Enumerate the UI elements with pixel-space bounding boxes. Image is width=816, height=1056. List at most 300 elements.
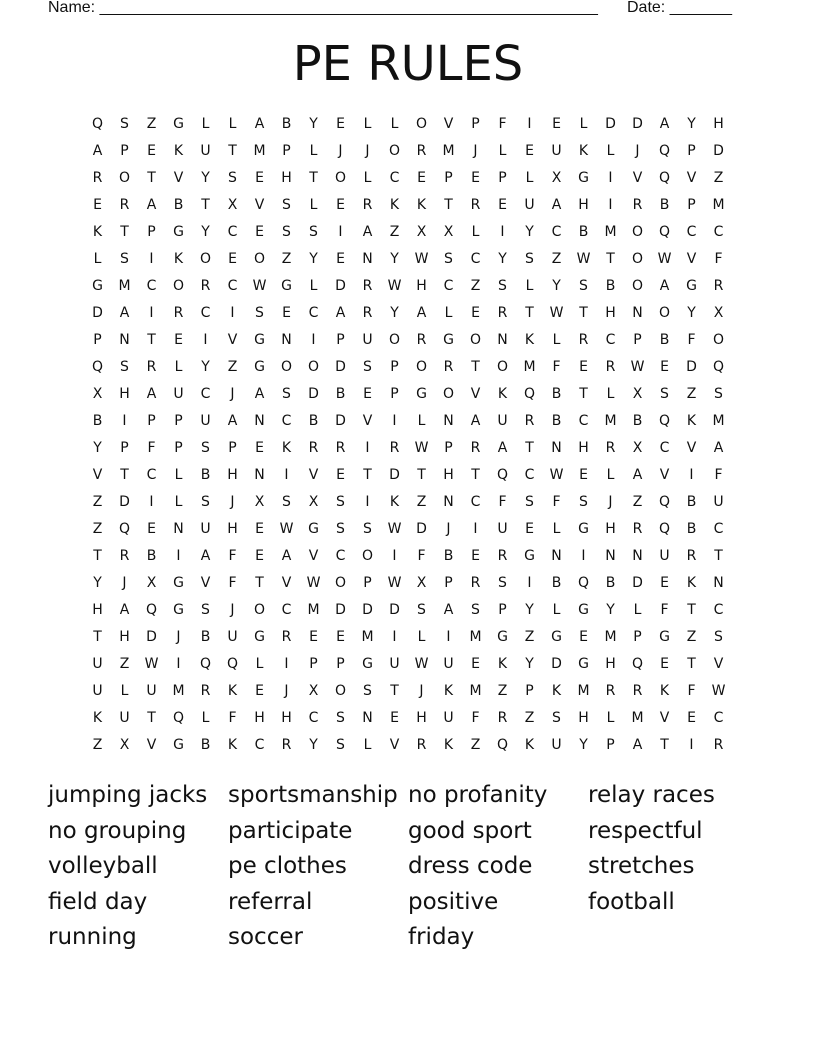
grid-letter[interactable]: M [577,683,590,699]
grid-letter[interactable]: V [443,116,454,132]
grid-letter[interactable]: G [173,737,184,753]
grid-letter[interactable]: P [444,440,453,456]
grid-letter[interactable]: E [228,251,237,267]
grid-letter[interactable]: U [497,521,508,537]
grid-letter[interactable]: O [388,332,401,348]
grid-letter[interactable]: P [174,413,183,429]
grid-letter[interactable]: L [255,656,264,672]
grid-letter[interactable]: U [524,197,535,213]
grid-letter[interactable]: B [605,278,616,294]
grid-letter[interactable]: S [471,602,480,618]
grid-letter[interactable]: D [713,143,724,159]
grid-letter[interactable]: I [392,413,397,429]
grid-letter[interactable]: I [365,494,370,510]
grid-letter[interactable]: I [689,737,694,753]
grid-letter[interactable]: S [498,278,507,294]
grid-letter[interactable]: E [579,629,588,645]
grid-letter[interactable]: H [254,710,265,726]
grid-letter[interactable]: L [309,197,318,213]
grid-letter[interactable]: T [525,440,534,456]
grid-letter[interactable]: Q [712,359,725,375]
grid-letter[interactable]: C [659,440,670,456]
grid-letter[interactable]: C [308,305,319,321]
grid-letter[interactable]: H [605,656,616,672]
grid-letter[interactable]: A [119,602,130,618]
grid-letter[interactable]: Y [309,251,318,267]
grid-letter[interactable]: Q [199,656,212,672]
grid-letter[interactable]: Y [390,251,399,267]
grid-letter[interactable]: R [389,440,400,456]
grid-letter[interactable]: U [92,656,103,672]
grid-letter[interactable]: N [362,710,373,726]
grid-letter[interactable]: O [631,278,644,294]
grid-letter[interactable]: Z [524,710,535,726]
grid-letter[interactable]: G [281,278,292,294]
grid-letter[interactable]: Y [201,170,210,186]
grid-letter[interactable]: U [389,656,400,672]
grid-letter[interactable]: W [387,521,402,537]
grid-letter[interactable]: E [336,251,345,267]
grid-letter[interactable]: T [120,224,129,240]
grid-letter[interactable]: E [417,170,426,186]
grid-letter[interactable]: Q [631,656,644,672]
grid-letter[interactable]: T [417,467,426,483]
grid-letter[interactable]: N [443,413,454,429]
grid-letter[interactable]: A [362,224,373,240]
grid-letter[interactable]: S [120,116,129,132]
grid-letter[interactable]: C [713,710,724,726]
grid-letter[interactable]: R [281,737,292,753]
grid-letter[interactable]: W [414,440,429,456]
grid-letter[interactable]: E [336,197,345,213]
grid-letter[interactable]: B [335,386,346,402]
grid-letter[interactable]: N [281,332,292,348]
grid-letter[interactable]: H [443,467,454,483]
grid-letter[interactable]: W [306,575,321,591]
grid-letter[interactable]: D [632,575,643,591]
grid-letter[interactable]: R [497,548,508,564]
grid-letter[interactable]: U [497,413,508,429]
grid-letter[interactable]: S [282,494,291,510]
grid-letter[interactable]: I [527,575,532,591]
grid-letter[interactable]: G [686,278,697,294]
grid-letter[interactable]: Q [118,521,131,537]
grid-letter[interactable]: R [632,683,643,699]
grid-letter[interactable]: W [711,683,726,699]
grid-letter[interactable]: L [174,359,183,375]
grid-letter[interactable]: G [524,548,535,564]
grid-letter[interactable]: X [146,575,157,591]
grid-letter[interactable]: T [579,305,588,321]
grid-letter[interactable]: D [92,305,103,321]
grid-letter[interactable]: O [307,359,320,375]
grid-letter[interactable]: K [281,440,292,456]
grid-letter[interactable]: I [581,548,586,564]
grid-letter[interactable]: I [689,467,694,483]
grid-letter[interactable]: O [712,332,725,348]
grid-letter[interactable]: N [443,494,454,510]
grid-letter[interactable]: Z [389,224,400,240]
grid-letter[interactable]: S [120,251,129,267]
grid-letter[interactable]: F [228,548,237,564]
grid-letter[interactable]: P [120,143,129,159]
grid-letter[interactable]: O [442,386,455,402]
grid-letter[interactable]: P [444,575,453,591]
grid-letter[interactable]: K [92,224,103,240]
grid-letter[interactable]: Y [687,305,696,321]
grid-letter[interactable]: G [362,656,373,672]
grid-letter[interactable]: I [149,305,154,321]
grid-letter[interactable]: B [281,116,292,132]
grid-letter[interactable]: M [604,413,617,429]
grid-letter[interactable]: F [687,332,696,348]
grid-letter[interactable]: S [228,170,237,186]
grid-letter[interactable]: Z [713,170,724,186]
grid-letter[interactable]: A [92,143,103,159]
grid-letter[interactable]: T [525,305,534,321]
grid-letter[interactable]: S [363,683,372,699]
grid-letter[interactable]: G [497,629,508,645]
grid-letter[interactable]: Z [92,494,103,510]
grid-letter[interactable]: B [659,197,670,213]
grid-letter[interactable]: S [201,602,210,618]
grid-letter[interactable]: T [309,170,318,186]
grid-letter[interactable]: R [416,737,427,753]
grid-letter[interactable]: H [578,197,589,213]
grid-letter[interactable]: G [173,602,184,618]
grid-letter[interactable]: A [416,305,427,321]
grid-letter[interactable]: R [632,197,643,213]
grid-letter[interactable]: U [713,494,724,510]
grid-letter[interactable]: P [687,197,696,213]
grid-letter[interactable]: S [525,251,534,267]
grid-letter[interactable]: Z [119,656,130,672]
grid-letter[interactable]: A [497,440,508,456]
grid-letter[interactable]: L [471,224,480,240]
grid-letter[interactable]: F [471,710,480,726]
grid-letter[interactable]: R [524,413,535,429]
grid-letter[interactable]: J [608,494,613,510]
grid-letter[interactable]: K [227,737,238,753]
grid-letter[interactable]: V [362,413,373,429]
grid-letter[interactable]: M [712,197,725,213]
grid-letter[interactable]: U [443,656,454,672]
grid-letter[interactable]: B [551,575,562,591]
grid-letter[interactable]: E [471,305,480,321]
grid-letter[interactable]: K [524,737,535,753]
grid-letter[interactable]: E [363,386,372,402]
grid-letter[interactable]: E [174,332,183,348]
grid-letter[interactable]: E [687,710,696,726]
grid-letter[interactable]: C [443,278,454,294]
grid-letter[interactable]: M [253,143,266,159]
grid-letter[interactable]: N [551,548,562,564]
grid-letter[interactable]: G [173,116,184,132]
grid-letter[interactable]: L [363,116,372,132]
grid-letter[interactable]: P [309,656,318,672]
grid-letter[interactable]: E [552,116,561,132]
grid-letter[interactable]: M [604,224,617,240]
grid-letter[interactable]: A [713,440,724,456]
grid-letter[interactable]: Y [201,224,210,240]
grid-letter[interactable]: D [605,116,616,132]
grid-letter[interactable]: N [605,548,616,564]
grid-letter[interactable]: L [552,332,561,348]
grid-letter[interactable]: U [362,332,373,348]
grid-letter[interactable]: T [93,548,102,564]
grid-letter[interactable]: X [632,440,643,456]
grid-letter[interactable]: R [335,440,346,456]
grid-letter[interactable]: I [473,521,478,537]
grid-letter[interactable]: B [686,521,697,537]
grid-letter[interactable]: I [338,224,343,240]
grid-letter[interactable]: R [605,683,616,699]
grid-letter[interactable]: W [657,251,672,267]
grid-letter[interactable]: L [363,170,372,186]
grid-letter[interactable]: O [469,332,482,348]
grid-letter[interactable]: D [551,656,562,672]
grid-letter[interactable]: Z [470,737,481,753]
grid-letter[interactable]: P [336,656,345,672]
grid-letter[interactable]: E [579,467,588,483]
grid-letter[interactable]: L [228,116,237,132]
grid-letter[interactable]: P [363,575,372,591]
grid-letter[interactable]: K [443,683,454,699]
grid-letter[interactable]: F [660,602,669,618]
grid-letter[interactable]: C [227,278,238,294]
grid-letter[interactable]: R [308,440,319,456]
grid-letter[interactable]: L [498,143,507,159]
grid-letter[interactable]: R [173,305,184,321]
grid-letter[interactable]: E [471,656,480,672]
grid-letter[interactable]: I [284,467,289,483]
grid-letter[interactable]: P [606,737,615,753]
grid-letter[interactable]: E [93,197,102,213]
grid-letter[interactable]: H [119,629,130,645]
grid-letter[interactable]: R [200,683,211,699]
grid-letter[interactable]: R [497,710,508,726]
grid-letter[interactable]: L [552,521,561,537]
grid-letter[interactable]: W [414,251,429,267]
grid-letter[interactable]: A [146,197,157,213]
grid-letter[interactable]: R [713,278,724,294]
grid-letter[interactable]: C [686,224,697,240]
grid-letter[interactable]: Q [523,386,536,402]
grid-letter[interactable]: J [473,143,478,159]
grid-letter[interactable]: F [552,494,561,510]
grid-letter[interactable]: M [469,629,482,645]
grid-letter[interactable]: E [255,170,264,186]
grid-letter[interactable]: T [120,467,129,483]
grid-letter[interactable]: L [525,278,534,294]
grid-letter[interactable]: S [282,197,291,213]
grid-letter[interactable]: I [149,251,154,267]
grid-letter[interactable]: J [338,143,343,159]
grid-letter[interactable]: W [414,656,429,672]
grid-letter[interactable]: Z [551,251,562,267]
grid-letter[interactable]: S [579,494,588,510]
grid-letter[interactable]: E [390,710,399,726]
grid-letter[interactable]: S [714,629,723,645]
grid-letter[interactable]: J [230,386,235,402]
grid-letter[interactable]: A [659,116,670,132]
grid-letter[interactable]: V [146,737,157,753]
grid-letter[interactable]: K [659,683,670,699]
grid-letter[interactable]: V [686,251,697,267]
grid-letter[interactable]: M [469,683,482,699]
grid-letter[interactable]: H [416,278,427,294]
grid-letter[interactable]: C [281,413,292,429]
grid-letter[interactable]: H [119,386,130,402]
grid-letter[interactable]: H [227,467,238,483]
grid-letter[interactable]: S [120,359,129,375]
grid-letter[interactable]: P [471,116,480,132]
grid-letter[interactable]: A [551,197,562,213]
grid-letter[interactable]: L [309,278,318,294]
grid-letter[interactable]: R [713,737,724,753]
grid-letter[interactable]: C [146,278,157,294]
grid-letter[interactable]: T [147,332,156,348]
grid-letter[interactable]: U [92,683,103,699]
grid-letter[interactable]: J [122,575,127,591]
grid-letter[interactable]: A [632,467,643,483]
grid-letter[interactable]: Z [524,629,535,645]
grid-letter[interactable]: L [363,737,372,753]
grid-letter[interactable]: H [416,710,427,726]
grid-letter[interactable]: C [389,170,400,186]
grid-letter[interactable]: T [444,197,453,213]
grid-letter[interactable]: E [336,116,345,132]
grid-letter[interactable]: C [254,737,265,753]
grid-letter[interactable]: H [227,521,238,537]
grid-letter[interactable]: G [443,332,454,348]
grid-letter[interactable]: O [631,251,644,267]
grid-letter[interactable]: E [147,143,156,159]
grid-letter[interactable]: G [173,224,184,240]
grid-letter[interactable]: Y [525,224,534,240]
grid-letter[interactable]: S [498,575,507,591]
grid-letter[interactable]: N [497,332,508,348]
grid-letter[interactable]: Q [496,737,509,753]
grid-letter[interactable]: T [255,575,264,591]
grid-letter[interactable]: S [282,224,291,240]
grid-letter[interactable]: S [714,386,723,402]
grid-letter[interactable]: M [631,710,644,726]
grid-letter[interactable]: O [496,359,509,375]
grid-letter[interactable]: W [252,278,267,294]
grid-letter[interactable]: S [660,386,669,402]
grid-letter[interactable]: I [176,656,181,672]
grid-letter[interactable]: B [551,386,562,402]
grid-letter[interactable]: R [362,305,373,321]
grid-letter[interactable]: C [470,494,481,510]
grid-letter[interactable]: I [527,116,532,132]
grid-letter[interactable]: E [471,548,480,564]
grid-letter[interactable]: M [307,602,320,618]
grid-letter[interactable]: O [415,359,428,375]
grid-letter[interactable]: L [174,494,183,510]
grid-letter[interactable]: N [632,548,643,564]
grid-letter[interactable]: I [284,656,289,672]
grid-letter[interactable]: M [172,683,185,699]
grid-letter[interactable]: I [176,548,181,564]
grid-letter[interactable]: A [254,116,265,132]
grid-letter[interactable]: L [606,386,615,402]
grid-letter[interactable]: M [523,359,536,375]
grid-letter[interactable]: R [632,521,643,537]
grid-letter[interactable]: X [227,197,238,213]
grid-letter[interactable]: V [308,467,319,483]
grid-letter[interactable]: W [279,521,294,537]
grid-letter[interactable]: P [147,224,156,240]
grid-letter[interactable]: E [660,575,669,591]
grid-letter[interactable]: Z [686,386,697,402]
grid-letter[interactable]: D [389,602,400,618]
grid-letter[interactable]: A [146,386,157,402]
grid-letter[interactable]: R [200,278,211,294]
grid-letter[interactable]: T [93,629,102,645]
grid-letter[interactable]: C [551,224,562,240]
grid-letter[interactable]: Z [416,494,427,510]
grid-letter[interactable]: M [604,629,617,645]
grid-letter[interactable]: E [336,629,345,645]
grid-letter[interactable]: Q [577,575,590,591]
grid-letter[interactable]: D [416,521,427,537]
grid-letter[interactable]: Q [658,413,671,429]
grid-letter[interactable]: C [470,251,481,267]
grid-letter[interactable]: D [686,359,697,375]
grid-letter[interactable]: W [630,359,645,375]
grid-letter[interactable]: D [308,386,319,402]
grid-letter[interactable]: K [443,737,454,753]
grid-letter[interactable]: R [605,440,616,456]
grid-letter[interactable]: T [228,143,237,159]
grid-letter[interactable]: T [147,170,156,186]
grid-letter[interactable]: Q [91,116,104,132]
grid-letter[interactable]: C [281,602,292,618]
grid-letter[interactable]: P [336,332,345,348]
grid-letter[interactable]: R [119,548,130,564]
grid-letter[interactable]: J [284,683,289,699]
grid-letter[interactable]: U [659,548,670,564]
grid-letter[interactable]: V [713,656,724,672]
grid-letter[interactable]: E [309,629,318,645]
grid-letter[interactable]: S [201,440,210,456]
grid-letter[interactable]: K [524,332,535,348]
grid-letter[interactable]: A [254,386,265,402]
grid-letter[interactable]: N [173,521,184,537]
grid-letter[interactable]: R [605,359,616,375]
grid-letter[interactable]: G [578,170,589,186]
grid-letter[interactable]: D [362,602,373,618]
grid-letter[interactable]: X [254,494,265,510]
grid-letter[interactable]: U [119,710,130,726]
grid-letter[interactable]: N [254,413,265,429]
grid-letter[interactable]: G [92,278,103,294]
grid-letter[interactable]: Q [658,143,671,159]
grid-letter[interactable]: S [336,521,345,537]
grid-letter[interactable]: T [687,656,696,672]
grid-letter[interactable]: N [551,440,562,456]
grid-letter[interactable]: P [498,170,507,186]
grid-letter[interactable]: K [416,197,427,213]
grid-letter[interactable]: D [335,278,346,294]
grid-letter[interactable]: B [173,197,184,213]
grid-letter[interactable]: G [254,629,265,645]
grid-letter[interactable]: L [606,143,615,159]
grid-letter[interactable]: Q [496,467,509,483]
grid-letter[interactable]: C [308,710,319,726]
